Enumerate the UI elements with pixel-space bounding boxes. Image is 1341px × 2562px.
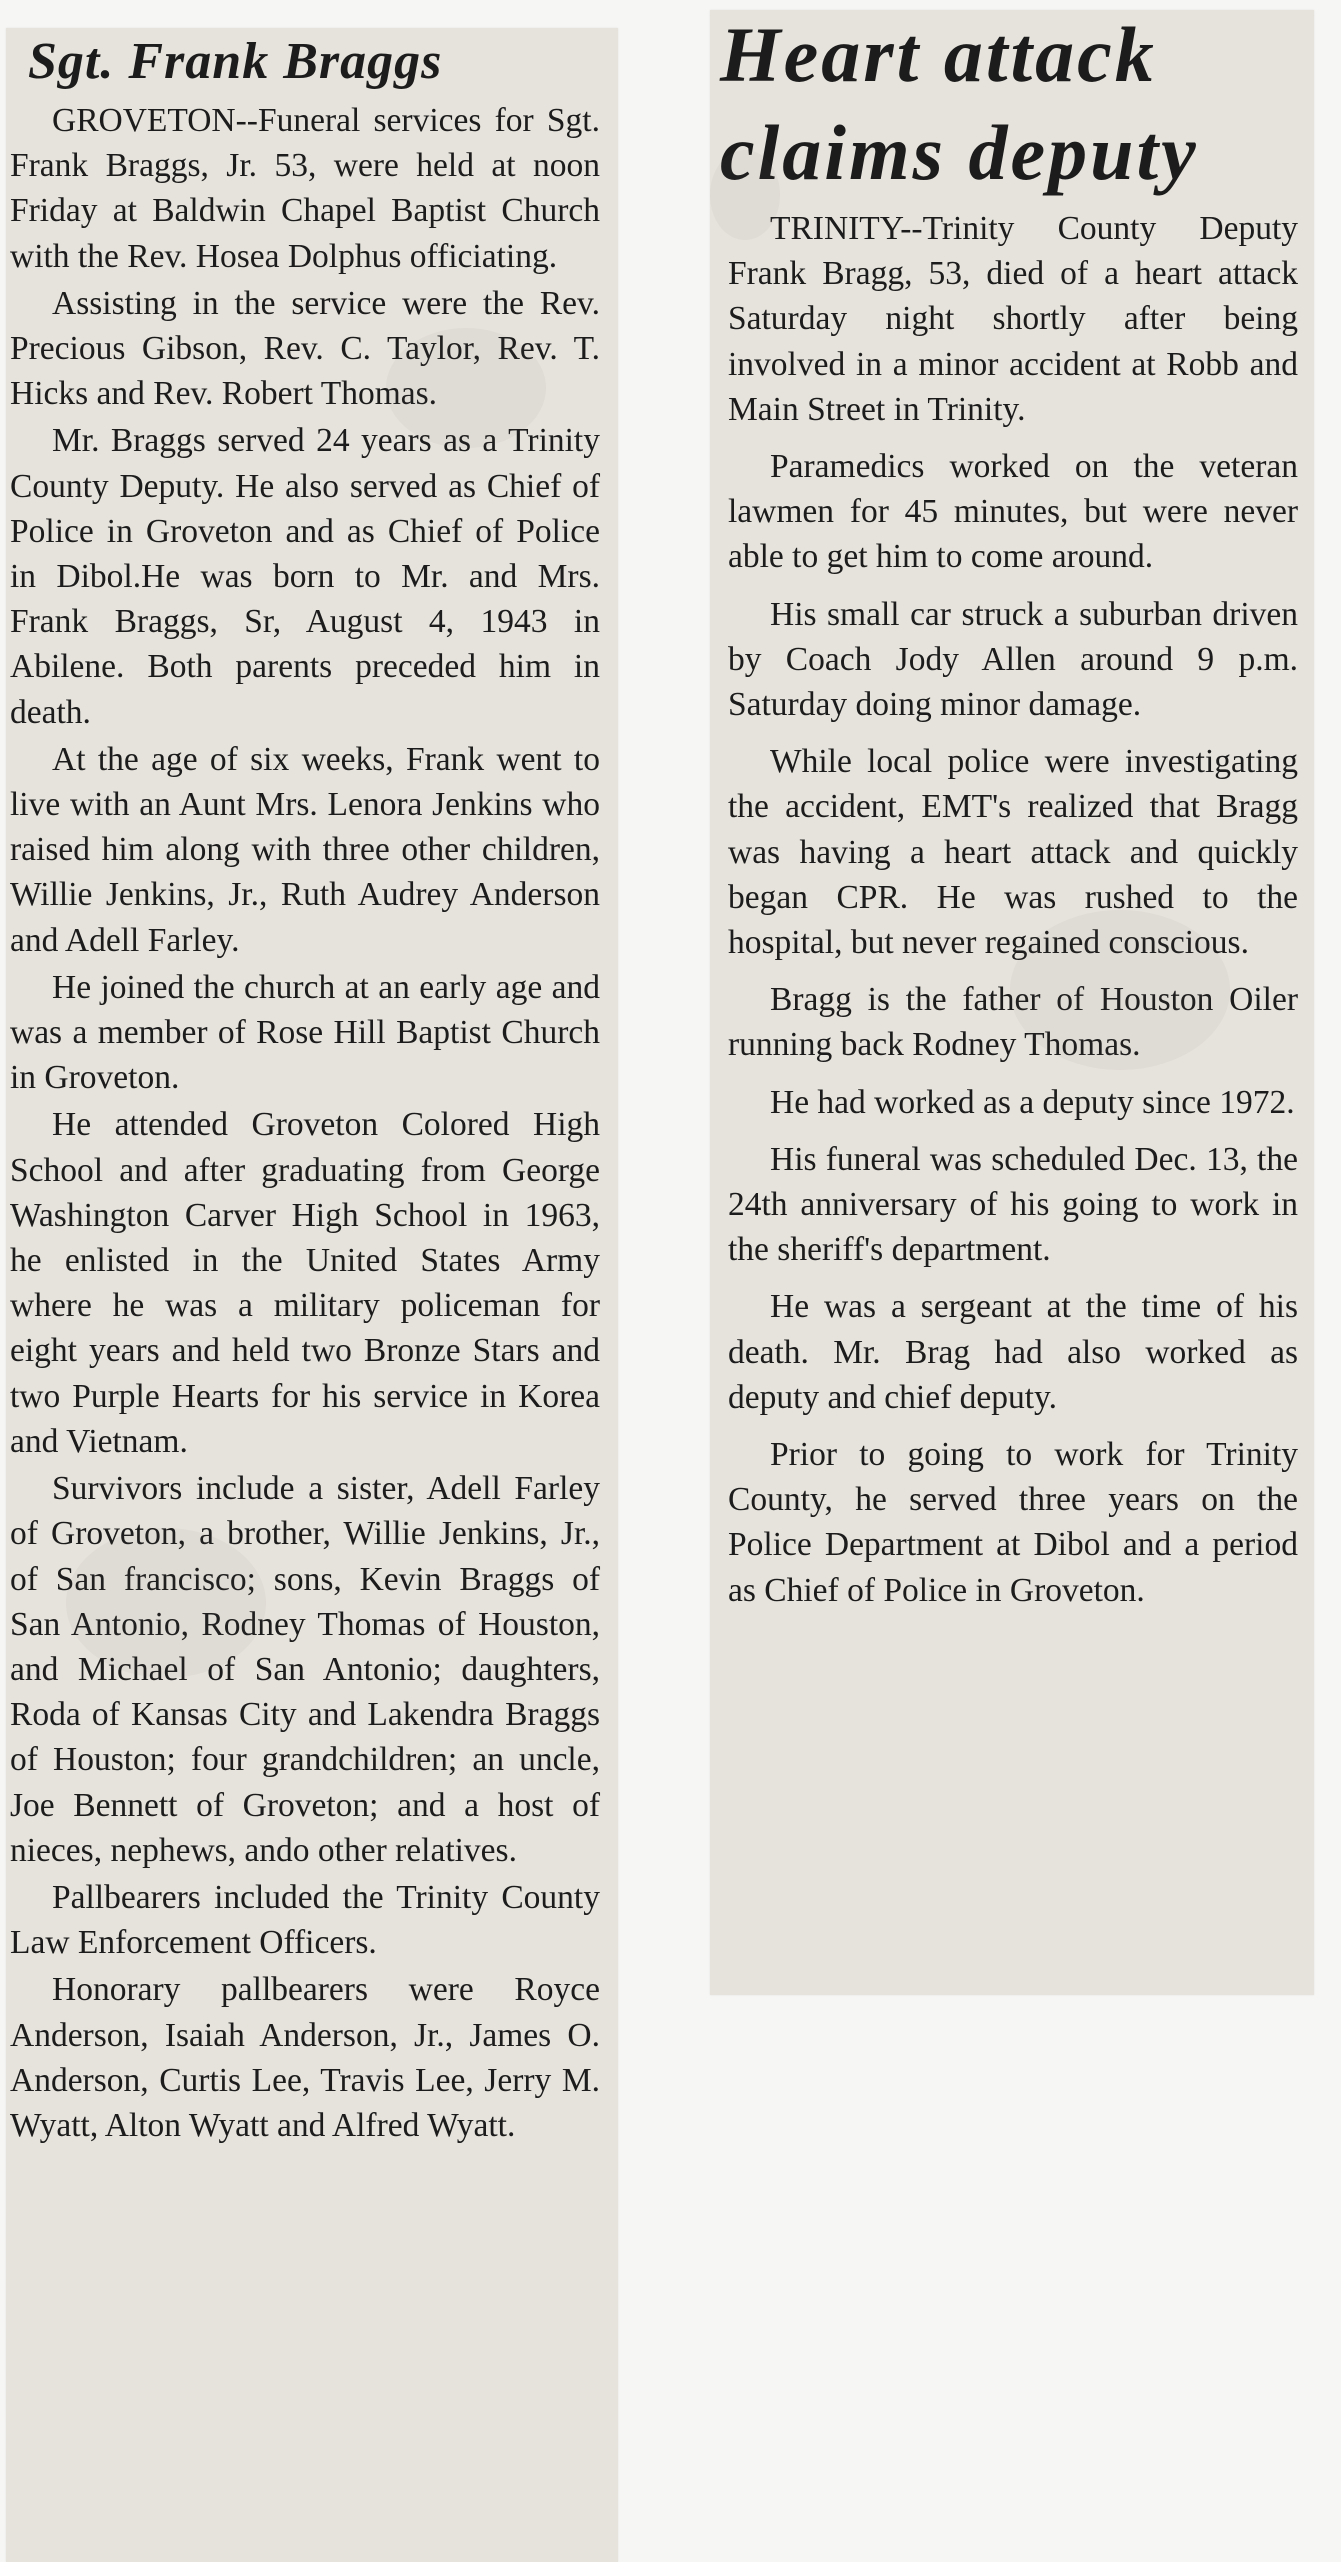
- news-headline-line-1: Heart attack: [720, 11, 1157, 98]
- obituary-clipping: [6, 28, 618, 2562]
- news-headline-line-2: claims deputy: [720, 109, 1199, 196]
- news-paragraph: He was a sergeant at the time of his death. Mr. Brag had also worked as deputy and chief deputy.: [728, 1288, 1298, 1416]
- news-paragraph: His small car struck a suburban driven by Coach Jody Allen around 9 p.m. Saturday doing minor damage.: [728, 595, 1298, 724]
- obituary-paragraph: GROVETON--Funeral services for Sgt. Frank Braggs, Jr. 53, were held at noon Friday at Baldwin Chapel Baptist Church with the Rev. Hosea Dolphus officiating.: [10, 102, 600, 275]
- news-paragraph: Paramedics worked on the veteran lawmen for 45 minutes, but were never able to get him to come around.: [728, 448, 1298, 576]
- obituary-paragraph: Survivors include a sister, Adell Farley of Groveton, a brother, Willie Jenkins, Jr., of San francisco; sons, Kevin Braggs of San Antonio, Rodney Thomas of Houston, and Michael of San Antonio; daughters, Roda of Kansas City and Lakendra Braggs of Houston; four grandchildren; an uncle, Joe Bennett of Groveton; and a host of nieces, nephews, ando other relatives.: [10, 1470, 600, 1869]
- obituary-paragraph: Assisting in the service were the Rev. Precious Gibson, Rev. C. Taylor, Rev. T. Hicks and Rev. Robert Thomas.: [10, 284, 600, 413]
- obituary-paragraph: He attended Groveton Colored High School and after graduating from George Washington Carver High School in 1963, he enlisted in the United States Army where he was a military policeman for eight years and held two Bronze Stars and two Purple Hearts for his service in Korea and Vietnam.: [10, 1106, 600, 1460]
- obituary-paragraph: At the age of six weeks, Frank went to live with an Aunt Mrs. Lenora Jenkins who raised him along with three other children, Willie Jenkins, Jr., Ruth Audrey Anderson and Adell Farley.: [10, 740, 600, 959]
- obituary-paragraph: He joined the church at an early age and was a member of Rose Hill Baptist Church in Groveton.: [10, 968, 600, 1097]
- obituary-headline: Sgt. Frank Braggs: [28, 33, 443, 90]
- news-paragraph: While local police were investigating the accident, EMT's realized that Bragg was having a heart attack and quickly began CPR. He was rushed to the hospital, but never regained conscious.: [728, 743, 1298, 962]
- news-clipping: [710, 10, 1314, 1995]
- obituary-paragraph: Pallbearers included the Trinity County Law Enforcement Officers.: [10, 1878, 600, 1962]
- news-paragraph: Prior to going to work for Trinity County, he served three years on the Police Department at Dibol and a period as Chief of Police in Groveton.: [728, 1436, 1298, 1609]
- news-paragraph: Bragg is the father of Houston Oiler running back Rodney Thomas.: [728, 981, 1298, 1064]
- obituary-paragraph: Mr. Braggs served 24 years as a Trinity County Deputy. He also served as Chief of Police in Groveton and as Chief of Police in Dibol.He was born to Mr. and Mrs. Frank Braggs, Sr, August 4, 1943 in Abilene. Both parents preceded him in death.: [10, 422, 600, 731]
- obituary-paragraph: Honorary pallbearers were Royce Anderson, Isaiah Anderson, Jr., James O. Anderson, Curtis Lee, Travis Lee, Jerry M. Wyatt, Alton Wyatt and Alfred Wyatt.: [10, 1971, 600, 2144]
- news-paragraph: He had worked as a deputy since 1972.: [770, 1083, 1295, 1121]
- news-paragraph: His funeral was scheduled Dec. 13, the 24th anniversary of his going to work in the sheriff's department.: [728, 1140, 1298, 1269]
- news-paragraph: TRINITY--Trinity County Deputy Frank Bragg, 53, died of a heart attack Saturday night shortly after being involved in a minor accident at Robb and Main Street in Trinity.: [728, 210, 1298, 428]
